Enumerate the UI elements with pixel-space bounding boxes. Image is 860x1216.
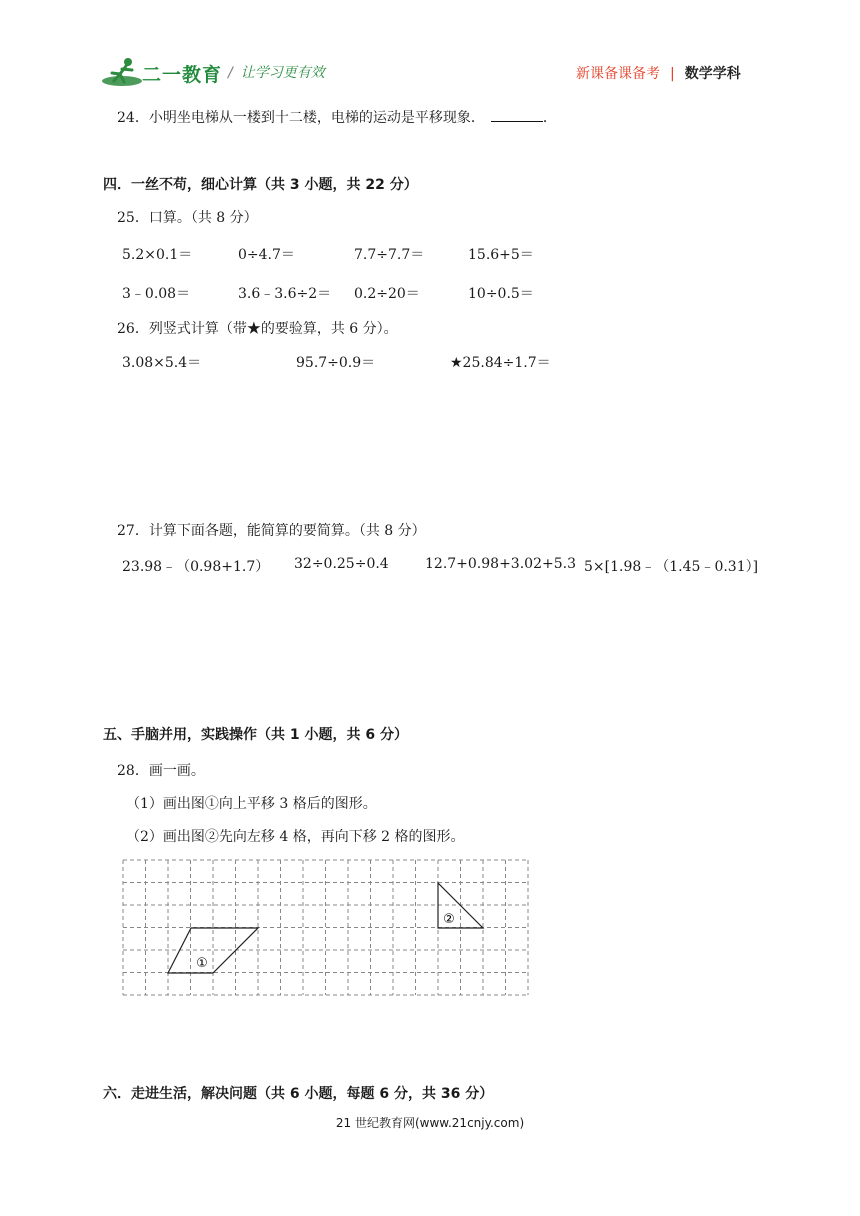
question-26-title: 26．列竖式计算（带★的要验算，共 6 分）。 bbox=[117, 321, 398, 337]
header-separator: | bbox=[670, 66, 675, 82]
header-subject: 数学学科 bbox=[684, 66, 741, 82]
answer-blank[interactable] bbox=[491, 109, 543, 122]
vertical-calc-item: 3.08×5.4＝ bbox=[122, 355, 202, 371]
calc-item: 10÷0.5＝ bbox=[468, 286, 534, 302]
calc-item: 0÷4.7＝ bbox=[238, 247, 295, 263]
header-right-label: 新课备课备考 bbox=[576, 66, 660, 82]
page-footer: 21 世纪教育网(www.21cnjy.com) bbox=[335, 1116, 525, 1130]
simplify-item: 5×[1.98﹣（1.45﹣0.31）] bbox=[584, 559, 759, 575]
calc-item: 15.6+5＝ bbox=[468, 247, 534, 263]
shape-2-label: ② bbox=[443, 912, 455, 927]
logo-text: 二一教育 bbox=[142, 64, 223, 86]
simplify-item: 23.98﹣（0.98+1.7） bbox=[122, 559, 270, 575]
section-4-title: 四．一丝不苟，细心计算（共 3 小题，共 22 分） bbox=[103, 177, 418, 193]
calc-item: 7.7÷7.7＝ bbox=[354, 247, 425, 263]
calc-item: 3﹣0.08＝ bbox=[122, 286, 191, 302]
question-24: 24．小明坐电梯从一楼到十二楼，电梯的运动是平移现象． ． bbox=[117, 110, 557, 126]
calc-item: 3.6﹣3.6÷2＝ bbox=[238, 286, 332, 302]
simplify-item: 12.7+0.98+3.02+5.3 bbox=[425, 556, 576, 572]
header-slogan: / 让学习更有效 bbox=[228, 65, 325, 81]
question-28-sub-2: （2）画出图②先向左移 4 格，再向下移 2 格的图形。 bbox=[126, 829, 465, 845]
vertical-calc-item: ★25.84÷1.7＝ bbox=[450, 355, 551, 371]
header-right bbox=[576, 63, 741, 83]
section-6-title: 六．走进生活，解决问题（共 6 小题，每题 6 分，共 36 分） bbox=[103, 1086, 494, 1102]
question-28-title: 28．画一画。 bbox=[117, 763, 205, 779]
calc-item: 5.2×0.1＝ bbox=[122, 247, 193, 263]
drawing-grid[interactable] bbox=[120, 857, 532, 1001]
vertical-calc-item: 95.7÷0.9＝ bbox=[296, 355, 376, 371]
question-28-sub-1: （1）画出图①向上平移 3 格后的图形。 bbox=[126, 796, 377, 812]
question-25-title: 25．口算。（共 8 分） bbox=[117, 210, 258, 226]
simplify-item: 32÷0.25÷0.4 bbox=[294, 556, 389, 572]
question-27-title: 27．计算下面各题，能简算的要简算。（共 8 分） bbox=[117, 523, 426, 539]
section-5-title: 五、手脑并用，实践操作（共 1 小题，共 6 分） bbox=[103, 727, 408, 743]
calc-item: 0.2÷20＝ bbox=[354, 286, 420, 302]
shape-1-label: ① bbox=[196, 956, 208, 971]
